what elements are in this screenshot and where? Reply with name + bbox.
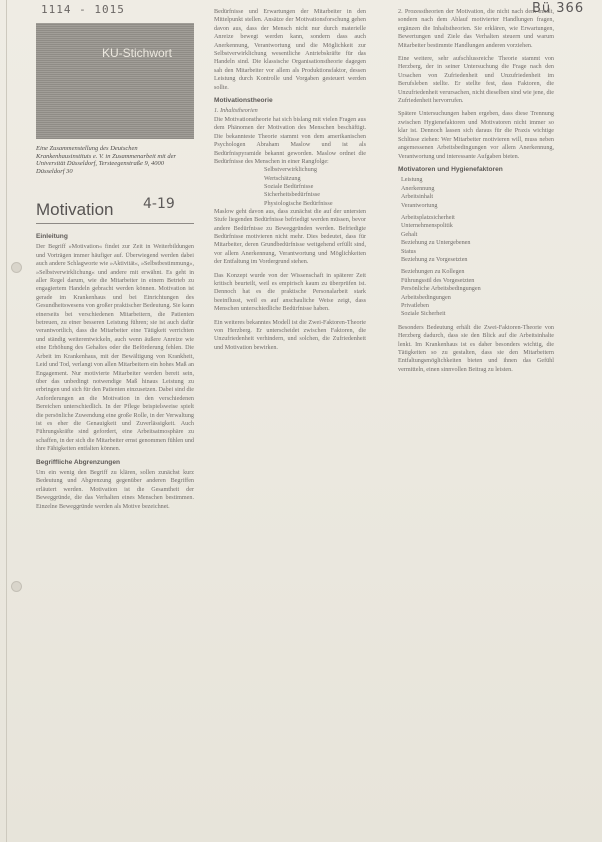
col2-paragraph-1: Bedürfnisse und Erwartungen der Mitarbeiter in den Mittelpunkt stellen. Ansätze der Motivationsforschung gehen davon aus, dass der Mensch nicht nur durch materielle Anreize bewegt werden kann, sondern dass auch Anerkennung, Verantwortung und die Möglichkeit zur Selbstverwirklichung wesentliche Antriebskräfte für das Handeln sind. Die klassische Organisationstheorie dagegen sah den Mitarbeiter vor allem als Produktionsfaktor, dessen Leistung durch Kontrolle und Vorgaben gesteuert werden sollte.	[214, 9, 366, 91]
column-2	[214, 8, 366, 352]
list-item: Beziehung zu Vorgesetzten	[401, 256, 468, 263]
column-3	[398, 8, 554, 374]
definitions-paragraph: Um ein wenig den Begriff zu klären, sollen zunächst kurz Bedeutung und Abgrenzung gegenüber anderen Begriffen erläutert werden. Motivation ist die Gesamtheit der Beweggründe, die das Verhalten eines Menschen bestimmen. Einzelne Beweggründe werden als Motive bezeichnet.	[36, 469, 194, 510]
pyramid-level: Physiologische Bedürfnisse	[264, 199, 333, 207]
punch-hole	[11, 262, 22, 273]
col3-paragraph-5: Besonders Bedeutung erhält die Zwei-Faktoren-Theorie von Herzberg dadurch, dass sie den Blick auf die Arbeitsinhalte lenkt. Im Krankenhaus ist es daher besonders wichtig, die Tätigkeiten so zu gestalten, dass sie den Mitarbeitern Entfaltungsmöglichkeiten bieten und ihnen das Gefühl vermitteln, einen sinnvollen Beitrag zu leisten.	[398, 324, 554, 373]
page-fold-line	[6, 0, 7, 842]
motivators-list	[398, 176, 554, 210]
col2-paragraph-2: Die Motivationstheorie hat sich bislang mit vielen Fragen aus dem Phänomen der Motivation des Menschen beschäftigt. Die bekannteste Theorie stammt von dem amerikanischen Psychologen Abraham Maslow und ist als Bedürfnispyramide bekannt geworden. Maslow ordnet die Bedürfnisse des Menschen in einer Rangfolge:	[214, 116, 366, 165]
list-item: Arbeitsinhalt	[401, 194, 434, 201]
list-item: Anerkennung	[401, 185, 435, 192]
col3-paragraph-3: Spätere Untersuchungen haben ergeben, dass diese Trennung zwischen Hygienefaktoren und Motivatoren nicht immer so klar ist. Dennoch lassen sich daraus für die Praxis wichtige Schlüsse ziehen: Wer Mitarbeiter motivieren will, muss neben angemessenen Arbeitsbedingungen vor allem Anerkennung, Verantwortung und interessante Aufgaben bieten.	[398, 111, 554, 160]
col3-paragraph-1: 2. Prozesstheorien der Motivation, die nicht nach dem Inhalt, sondern nach dem Ablauf motivierter Handlungen fragen, ergänzen die Inhaltstheorien. Sie erklären, wie Erwartungen, Bewertungen und Ziele das Verhalten steuern und warum Mitarbeiter bestimmte Handlungen anderen vorziehen.	[398, 9, 554, 49]
list-item: Beziehung zu Untergebenen	[401, 240, 471, 247]
banner-caption: Eine Zusammenstellung des Deutschen Krankenhausinstituts e. V. in Zusammenarbeit mit der Universität Düsseldorf, Tersteegenstraße 9, 4000 Düsseldorf 30	[36, 145, 176, 175]
section-heading-theory: Motivationstheorie	[214, 97, 273, 105]
banner-label: KU-Stichwort	[102, 46, 173, 60]
hygiene-list	[398, 214, 554, 264]
list-item: Arbeitsbedingungen	[401, 294, 451, 301]
section-heading-intro: Einleitung	[36, 233, 68, 240]
needs-pyramid-list	[214, 166, 366, 207]
handwritten-archive-code: Bü 366	[532, 1, 585, 16]
section-heading-factors: Motivatoren und Hygienefaktoren	[398, 165, 503, 173]
list-item: Verantwortung	[401, 202, 438, 209]
list-item: Privatleben	[401, 303, 429, 309]
list-item: Beziehungen zu Kollegen	[401, 269, 465, 276]
pyramid-level: Selbstverwirklichung	[264, 166, 317, 174]
col2-paragraph-5: Ein weiteres bekanntes Modell ist die Zwei-Faktoren-Theorie von Herzberg. Er unterscheidet zwischen Faktoren, die Unzufriedenheit verhindern, und solchen, die Zufriedenheit und Motivation bewirken.	[214, 319, 366, 351]
article-banner-image	[36, 23, 194, 139]
list-item: Leistung	[401, 177, 423, 184]
theory-subheading: 1. Inhaltstheorien	[214, 108, 258, 115]
pyramid-level: Sicherheitsbedürfnisse	[264, 191, 321, 199]
list-item: Status	[401, 248, 417, 255]
list-item: Gehalt	[401, 231, 418, 238]
handwritten-page-number: 1114 - 1015	[41, 3, 125, 16]
section-heading-definitions: Begriffliche Abgrenzungen	[36, 458, 121, 466]
pyramid-level: Soziale Bedürfnisse	[264, 182, 314, 190]
list-item: Unternehmenspolitik	[401, 223, 453, 230]
handwritten-title-note: 4-19	[143, 196, 175, 212]
intro-paragraph: Der Begriff »Motivation« findet zur Zeit in Weiterbildungen und Vorträgen immer häufiger auf. Überwiegend werden dabei auch andere Schlagworte wie »Aktivität«, »Selbstbestimmung«, »Selbstverwirklichung« und andere mit erwähnt. Es geht in aller Regel darum, wie die Mitarbeiter in einem Betrieb zu engagiertem Handeln gebracht werden können. Motivation ist gerade im Krankenhaus und bei Einrichtungen des Gesundheitswesens von großer praktischer Bedeutung. Sie kann einerseits bei verschiedenen Mitarbeitern, die Patienten betreuen, zu einer besseren Leistung führen; sie ist auch dafür verantwortlich, dass die Mitarbeiter eine Tätigkeit verrichten und ständig weiterentwickeln, auch wenn äußere Anreize wie eine Erhöhung des Gehaltes oder die Beförderung fehlen. Die Arbeit im Krankenhaus, mit der Bewältigung von Krankheit, Leid und Tod, verlangt von allen Mitarbeitern ein hohes Maß an Engagement. Nur motivierte Mitarbeiter werden bereit sein, über das unbedingt notwendige Maß hinaus Leistung zu erbringen und sich für den Patienten einzusetzen. Dabei sind die Anforderungen an die Motivation in den verschiedenen Bereichen unterschiedlich. In der Pflege beispielsweise spielt die persönliche Zuwendung eine große Rolle, in der Verwaltung ist es eher die Genauigkeit und Zuverlässigkeit. Auch Führungskräfte sind gefordert, eine Arbeitsatmosphäre zu schaffen, in der sich die Mitarbeiter ernst genommen fühlen und ihre Fähigkeiten entfalten können.	[36, 244, 194, 453]
list-item: Arbeitsplatzsicherheit	[401, 214, 455, 221]
punch-hole	[11, 581, 22, 592]
col2-paragraph-4: Das Konzept wurde von der Wissenschaft in späterer Zeit kritisch beurteilt, weil es empirisch kaum zu überprüfen ist. Dennoch hat es die praktische Personalarbeit stark beeinflusst, weil es auf anschauliche Weise zeigt, dass Menschen unterschiedliche Bedürfnisse haben.	[214, 272, 366, 313]
col3-paragraph-2: Eine weitere, sehr aufschlussreiche Theorie stammt von Herzberg, der in seiner Untersuchung die Frage nach den Ursachen von Zufriedenheit und Unzufriedenheit im Berufsleben stellte. Er stellte fest, dass Faktoren, die Unzufriedenheit verursachen, nicht dieselben sind wie jene, die Zufriedenheit hervorrufen.	[398, 56, 554, 105]
column-1	[36, 228, 194, 511]
article-title: Motivation	[36, 200, 114, 219]
list-item: Soziale Sicherheit	[401, 311, 446, 318]
pyramid-level: Wertschätzung	[264, 174, 301, 182]
col2-paragraph-3: Maslow geht davon aus, dass zunächst die auf der untersten Stufe liegenden Bedürfnisse befriedigt werden müssen, bevor andere Bedürfnisse zu Beweggründen werden. Befriedigte Bedürfnisse motivieren nicht mehr. Dies bedeutet, dass für Mitarbeiter, deren Grundbedürfnisse weitgehend erfüllt sind, vor allem Anerkennung, Verantwortung und Möglichkeiten der Entfaltung im Vordergrund stehen.	[214, 208, 366, 266]
list-item: Führungsstil des Vorgesetzten	[401, 277, 475, 284]
hygiene-list-2	[398, 268, 554, 318]
list-item: Persönliche Arbeitsbedingungen	[401, 286, 481, 293]
title-rule	[36, 223, 194, 224]
